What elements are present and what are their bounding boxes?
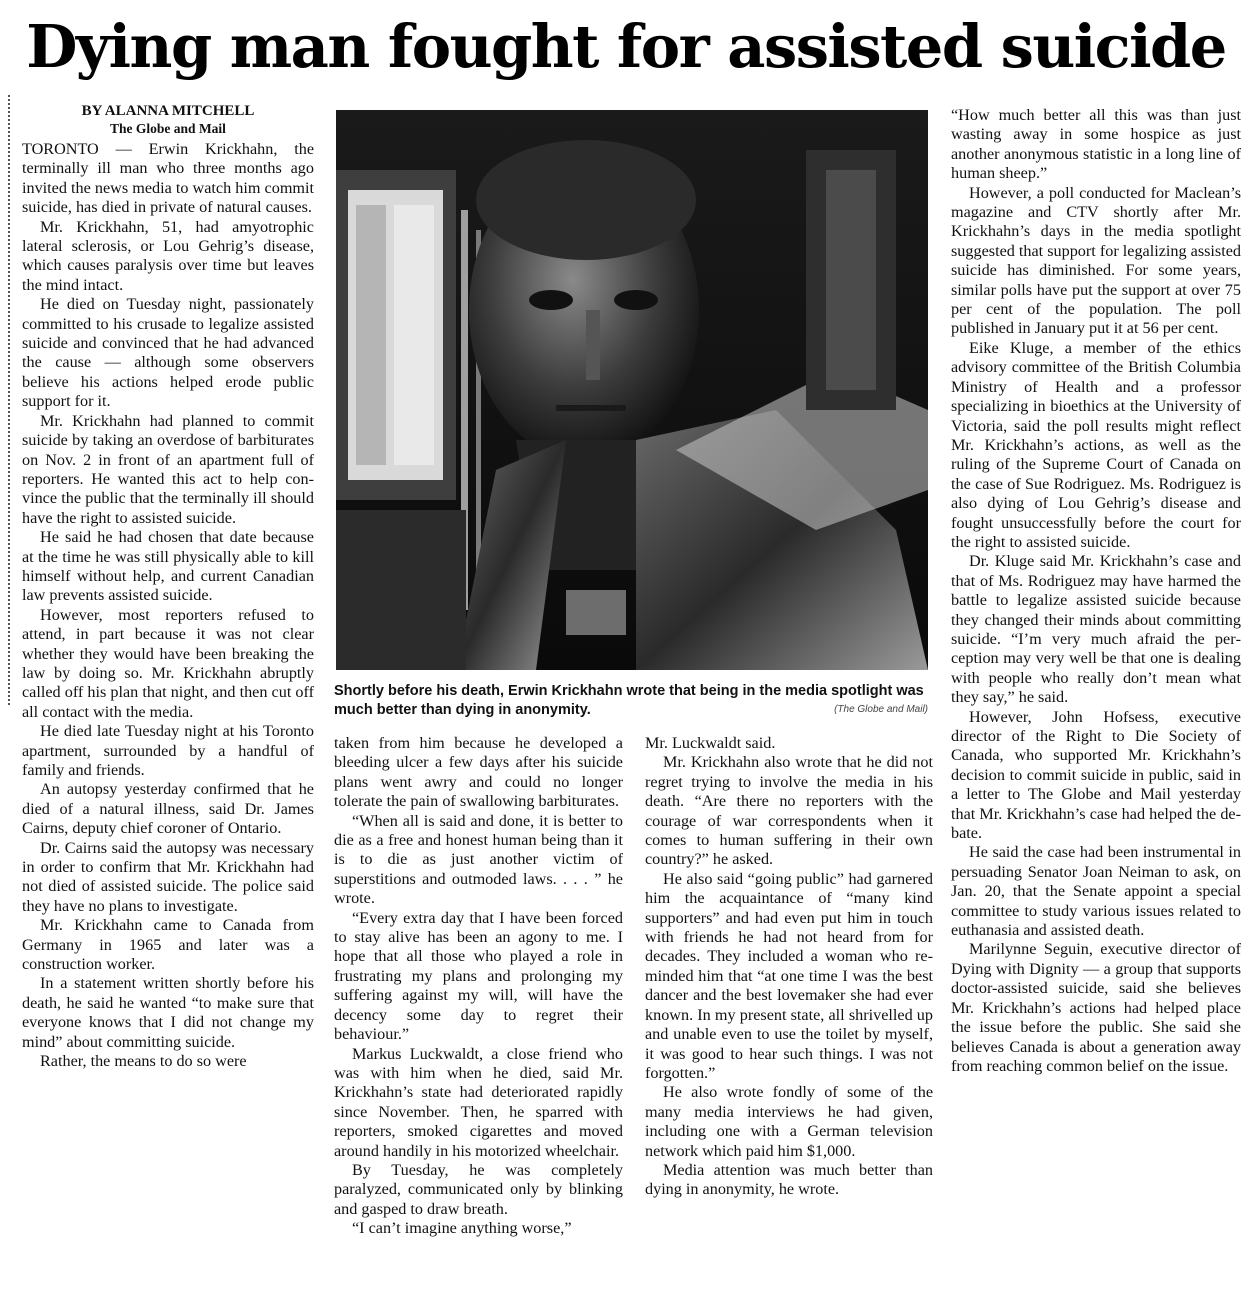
photo-caption <box>334 682 934 720</box>
photo-image <box>336 110 928 670</box>
paragraph: Media attention was much better than dying in anonymity, he wrote. <box>645 1160 933 1199</box>
column-rule <box>8 95 10 705</box>
paragraph: Markus Luckwaldt, a close friend who was with him when he died, said Mr. Krickhahn’s state had deteriorated rapidly since November. Then, he sparred with reporters, smoked cigarettes and moved around handily in his motorized wheelchair. <box>334 1044 623 1160</box>
paragraph: Dr. Cairns said the autopsy was necessary in order to confirm that Mr. Krickhahn had not died of assisted suicide. The police said they have no plans to investigate. <box>22 838 314 915</box>
headline: Dying man fought for assisted suicide <box>26 12 1226 81</box>
paragraph: Marilynne Seguin, executive director of Dying with Dignity — a group that supports doctor-assisted suicide, said she believes Mr. Krickhahn’s actions had helped place the issue before the public. She said she believes Canada is about a generation away from reaching common belief on the issue. <box>951 940 1241 1075</box>
paragraph: He said he had chosen that date because at the time he was still physically able to kill himself without help, and current Canadian law prevents assisted suicide. <box>22 528 314 605</box>
paragraph: By Tuesday, he was completely paralyzed, communicated only by blinking and gasped to draw breath. <box>334 1160 623 1218</box>
paragraph: “How much better all this was than just wasting away in some hospice as just another anonymous statistic in a long line of human sheep.” <box>951 106 1241 183</box>
article-column-2 <box>334 734 623 1239</box>
paragraph: Mr. Krickhahn came to Canada from Germany in 1965 and later was a construction worker. <box>22 916 314 974</box>
byline: BY ALANNA MITCHELL <box>81 103 255 119</box>
paragraph: Eike Kluge, a member of the ethics advisory committee of the British Columbia Ministry of Health and a professor specializing in bioethics at the University of Victoria, said the poll results might reflect Mr. Krickhahn’s actions, as well as the ruling of the Supreme Court of Canada on the case of Sue Rodriguez. Ms. Rodriguez is also dying of Lou Gehrig’s disease and fought unsuccessfully before the court for the right to assisted suicide. <box>951 338 1241 551</box>
paragraph: Mr. Krickhahn, 51, had amyotrophic lateral sclerosis, or Lou Gehrig’s disease, which causes paralysis over time but leaves the mind intact. <box>22 217 314 294</box>
paragraph: He died on Tuesday night, passionately committed to his crusade to legalize assisted suicide and convinced that he had advanced the cause — although some observers believe his actions helped erode public support for it. <box>22 295 314 411</box>
paragraph: “Every extra day that I have been forced to stay alive has been an agony to me. I hope that all those who played a role in frustrating my plans and prolonging my suffering against my will, will have the decency some day to regret their behaviour.” <box>334 908 623 1044</box>
portrait-photo <box>336 110 928 670</box>
photo-credit: (The Globe and Mail) <box>834 704 928 715</box>
paragraph: An autopsy yesterday confirmed that he died of a natural illness, said Dr. James Cairns, deputy chief coroner of Ontario. <box>22 780 314 838</box>
paragraph: Mr. Krickhahn had planned to commit suicide by taking an overdose of barbiturates on Nov. 2 in front of an apartment full of reporters. He wanted this act to help convince the public that the terminally ill should have the right to assisted suicide. <box>22 411 314 527</box>
paragraph: However, most reporters refused to attend, in part because it was not clear whether they would have been breaking the law by doing so. Mr. Krickhahn abruptly called off his plan that night, and then cut off all contact with the media. <box>22 605 314 721</box>
article-column-3 <box>645 734 933 1200</box>
paragraph: He also wrote fondly of some of the many media interviews he had given, including one with a German television network which paid him $1,000. <box>645 1083 933 1160</box>
paragraph: “I can’t imagine anything worse,” <box>352 1219 572 1238</box>
paragraph: Mr. Luckwaldt said. <box>645 734 776 752</box>
caption-text: Shortly before his death, Erwin Krickhahn wrote that being in the media spotlight was much better than dying in anonymity. <box>334 683 924 718</box>
paragraph: He also said “going public” had garnered him the acquaintance of “many kind supporters” and had even put him in touch with friends he had not heard from for decades. They included a woman who reminded him that “at one time I was the best dancer and the best lovemaker she had ever known. In my present state, all shrivelled up and unable even to use the toilet by myself, it was good to hear such things. I was not forgotten.” <box>645 869 933 1082</box>
paragraph: He died late Tuesday night at his Toronto apartment, surrounded by a handful of family and friends. <box>22 722 314 779</box>
paragraph: However, John Hofsess, executive director of the Right to Die Society of Canada, who supported Mr. Krickhahn’s decision to commit suicide in public, said in a letter to The Globe and Mail yesterday that Mr. Krickhahn’s case had helped the debate. <box>951 707 1241 843</box>
paragraph: TORONTO — Erwin Krickhahn, the terminally ill man who three months ago invited the news media to watch him commit suicide, has died in private of natural causes. <box>22 140 314 217</box>
paragraph: “When all is said and done, it is better to die as a free and honest human being than it is to die as just another victim of superstitions and outmoded laws. . . . ” he wrote. <box>334 811 623 908</box>
article-column-1 <box>22 102 314 1072</box>
paragraph: Dr. Kluge said Mr. Krickhahn’s case and that of Ms. Rodriguez may have harmed the battle to legalize assisted suicide because they changed their minds about committing suicide. “I’m very much afraid the perception may very well be that one is dealing with people who really don’t mean what they say,” he said. <box>951 552 1241 707</box>
paragraph: Rather, the means to do so were <box>40 1052 247 1071</box>
paragraph: In a statement written shortly before his death, he said he wanted “to make sure that everyone knows that I did not change my mind” about committing suicide. <box>22 974 314 1051</box>
article-column-4 <box>951 106 1241 1076</box>
paragraph: He said the case had been instrumental in persuading Senator Joan Neiman to ask, on Jan. 20, that the Senate appoint a special committee to study various issues related to euthanasia and assisted death. <box>951 843 1241 940</box>
paragraph: However, a poll conducted for Maclean’s magazine and CTV shortly after Mr. Krickhahn’s days in the media spotlight suggested that support for legalizing assisted suicide has diminished. For some years, similar polls have put the support at over 75 per cent of the population. The poll published in January put it at 56 per cent. <box>951 183 1241 338</box>
affiliation: The Globe and Mail <box>110 121 226 136</box>
paragraph: taken from him because he developed a bleeding ulcer a few days after his suicide plans went awry and could no longer tolerate the pain of swallowing barbiturates. <box>334 734 623 811</box>
paragraph: Mr. Krickhahn also wrote that he did not regret trying to involve the media in his death. “Are there no reporters with the courage of war correspondents when it comes to human suffering in their own country?” he asked. <box>645 753 933 869</box>
